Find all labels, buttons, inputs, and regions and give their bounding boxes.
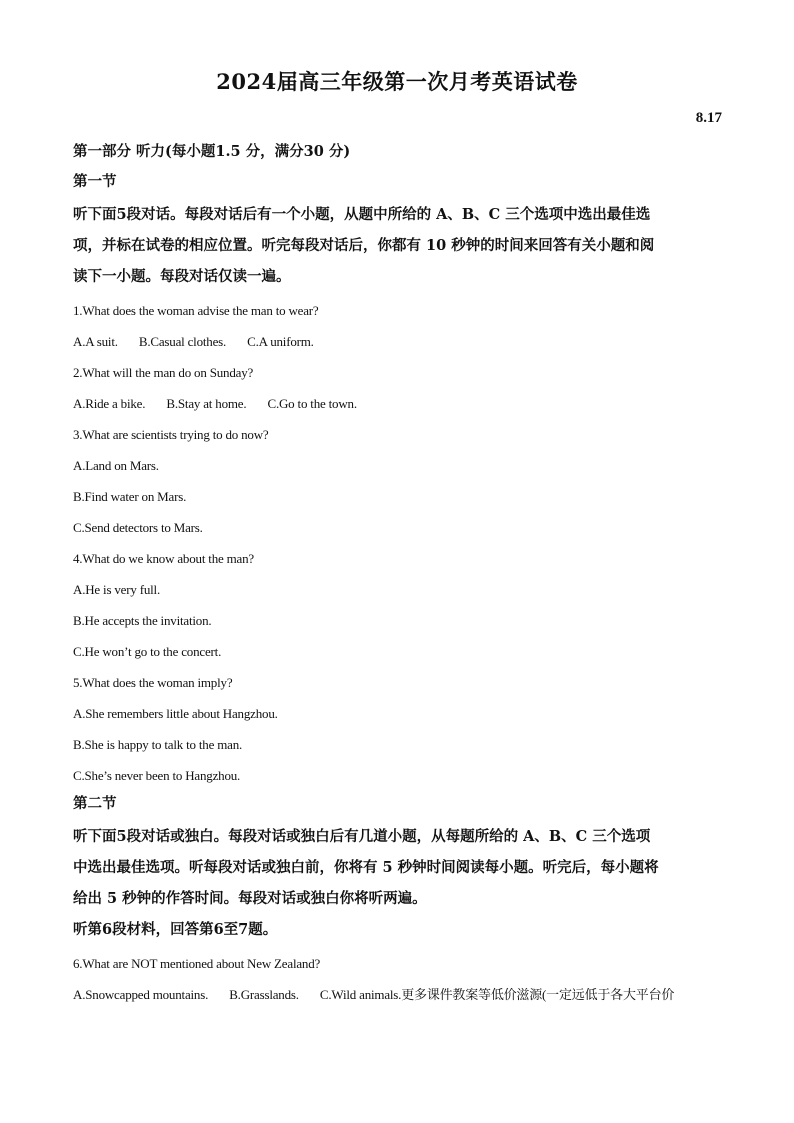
question-6: 6.What are NOT mentioned about New Zealand? <box>73 956 321 971</box>
question-3: 3.What are scientists trying to do now? <box>73 427 269 442</box>
option-c: C.He won’t go to the concert. <box>73 644 222 659</box>
material-6-heading: 听第6段材料，回答第6至7题。 <box>73 921 278 938</box>
option-c: C.Wild animals. <box>319 987 402 1002</box>
question-2: 2.What will the man do on Sunday? <box>73 365 254 380</box>
page-title: 2024届高三年级第一次月考英语试卷 <box>216 69 578 94</box>
section1-heading: 第一节 <box>73 173 117 190</box>
option-b: B.Stay at home. <box>166 396 247 411</box>
instruction-line: 听下面5段对话。每段对话后有一个小题，从题中所给的 A、B、C 三个选项中选出最佳选 <box>73 206 651 223</box>
question-2-options <box>73 388 723 419</box>
exam-content <box>73 139 723 1010</box>
part1-heading: 第一部分 听力(每小题1.5 分，满分30 分) <box>73 143 351 160</box>
option-b: B.He accepts the invitation. <box>73 613 212 628</box>
question-4: 4.What do we know about the man? <box>73 551 254 566</box>
exam-date: 8.17 <box>695 110 722 126</box>
option-a: A.Snowcapped mountains. <box>73 987 209 1002</box>
option-c: C.Go to the town. <box>267 396 357 411</box>
section2-heading: 第二节 <box>73 795 117 812</box>
instruction-line: 项，并标在试卷的相应位置。听完每段对话后，你都有 10 秒钟的时间来回答有关小题和阅 <box>73 237 655 254</box>
option-c: C.She’s never been to Hangzhou. <box>73 768 241 783</box>
option-c: C.A uniform. <box>247 334 314 349</box>
question-1: 1.What does the woman advise the man to wear? <box>73 303 319 318</box>
instruction-line: 中选出最佳选项。听每段对话或独白前，你将有 5 秒钟时间阅读每小题。听完后，每小题将 <box>73 859 659 876</box>
option-b: B.She is happy to talk to the man. <box>73 737 243 752</box>
option-a: A.She remembers little about Hangzhou. <box>73 706 278 721</box>
option-a: A.A suit. <box>73 334 118 349</box>
instruction-line: 给出 5 秒钟的作答时间。每段对话或独白你将听两遍。 <box>73 890 427 907</box>
option-b: B.Grasslands. <box>229 987 299 1002</box>
instruction-line: 听下面5段对话或独白。每段对话或独白后有几道小题，从每题所给的 A、B、C 三个选项 <box>73 828 651 845</box>
option-b: B.Find water on Mars. <box>73 489 187 504</box>
question-6-options <box>73 979 723 1010</box>
instruction-line: 读下一小题。每段对话仅读一遍。 <box>73 268 291 285</box>
option-b: B.Casual clothes. <box>138 334 227 349</box>
section2-instructions <box>73 821 723 945</box>
section1-instructions <box>73 199 723 292</box>
question-5: 5.What does the woman imply? <box>73 675 233 690</box>
option-a: A.He is very full. <box>73 582 161 597</box>
promo-text: 更多课件教案等低价滋源(一定远低于各大平台价 <box>401 987 675 1002</box>
option-a: A.Land on Mars. <box>73 458 159 473</box>
option-c: C.Send detectors to Mars. <box>73 520 203 535</box>
option-a: A.Ride a bike. <box>73 396 146 411</box>
question-1-options <box>73 326 723 357</box>
